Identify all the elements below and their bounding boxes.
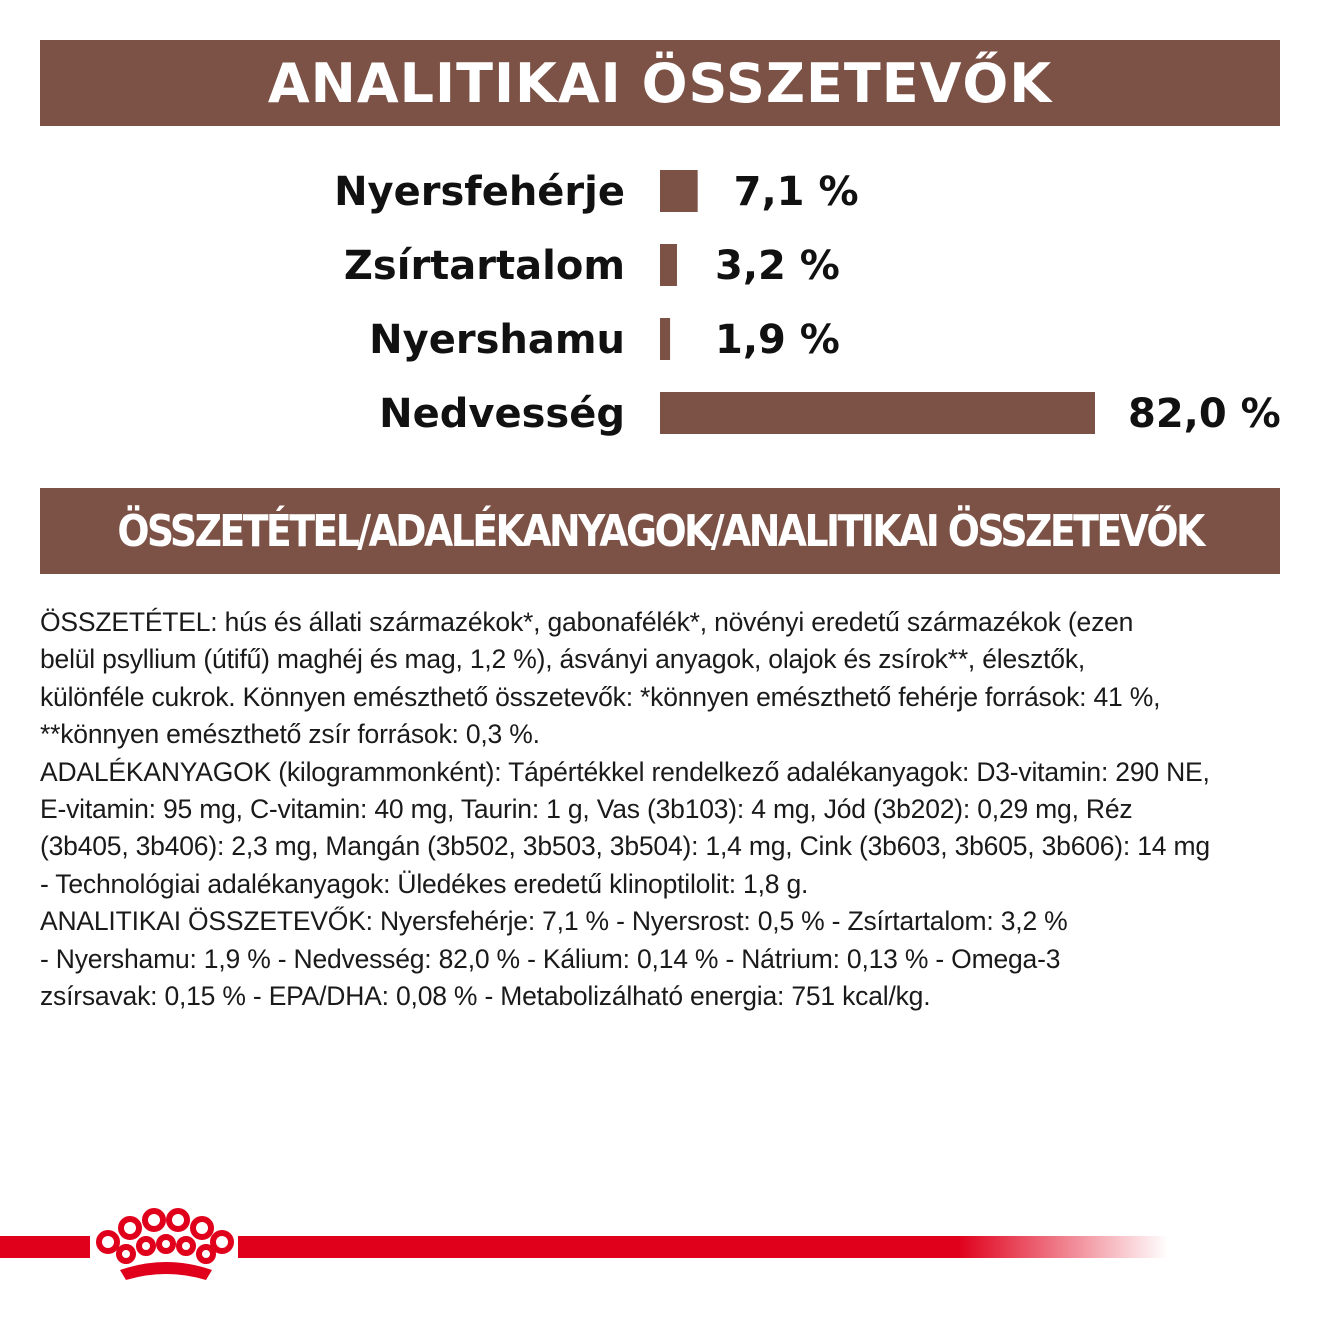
composition-line: E-vitamin: 95 mg, C-vitamin: 40 mg, Taurin: 1 g, Vas (3b103): 4 mg, Jód (3b202): 0,29 mg, Réz	[40, 794, 1133, 825]
value-label: 1,9 %	[715, 317, 840, 363]
nutrient-bar-chart	[0, 140, 1320, 460]
bar	[660, 392, 1095, 434]
composition-line: zsírsavak: 0,15 % - EPA/DHA: 0,08 % - Metabolizálható energia: 751 kcal/kg.	[40, 981, 931, 1012]
value-label: 3,2 %	[715, 243, 840, 289]
category-label: Nyershamu	[369, 317, 625, 363]
value-label: 7,1 %	[733, 169, 859, 215]
composition-text	[40, 604, 1290, 1015]
composition-line: ÖSSZETÉTEL: hús és állati származékok*, gabonafélék*, növényi eredetű származékok (ezen	[40, 607, 1134, 637]
category-label: Zsírtartalom	[343, 243, 625, 289]
category-label: Nyersfehérje	[334, 169, 625, 215]
composition-line: ADALÉKANYAGOK (kilogrammonként): Tápértékkel rendelkező adalékanyagok: D3-vitamin: 290 NE,	[40, 756, 1210, 787]
bar	[660, 170, 698, 212]
composition-line: - Nyershamu: 1,9 % - Nedvesség: 82,0 % - Kálium: 0,14 % - Nátrium: 0,13 % - Omega-3	[40, 943, 1061, 974]
composition-line: ANALITIKAI ÖSSZETEVŐK: Nyersfehérje: 7,1 % - Nyersrost: 0,5 % - Zsírtartalom: 3,2 %	[40, 906, 1068, 937]
category-label: Nedvesség	[379, 391, 625, 437]
value-label: 82,0 %	[1128, 391, 1281, 437]
section-banner	[40, 488, 1280, 574]
header-banner	[40, 40, 1280, 126]
composition-line: - Technológiai adalékanyagok: Üledékes eredetű klinoptilolit: 1,8 g.	[40, 868, 809, 899]
header-title: ANALITIKAI ÖSSZETEVŐK	[267, 51, 1053, 115]
composition-line: (3b405, 3b406): 2,3 mg, Mangán (3b502, 3b503, 3b504): 1,4 mg, Cink (3b603, 3b605, 3b606): 14 mg	[40, 831, 1210, 862]
composition-line: belül psyllium (útifű) maghéj és mag, 1,2 %), ásványi anyagok, olajok és zsírok**, élesztők,	[40, 644, 1086, 675]
composition-line: különféle cukrok. Könnyen emészthető összetevők: *könnyen emészthető fehérje források: 41 %,	[40, 681, 1161, 712]
composition-line: **könnyen emészthető zsír források: 0,3 %.	[40, 719, 540, 750]
royal-canin-crown-icon	[94, 1206, 234, 1286]
section-title: ÖSSZETÉTEL/ADALÉKANYAGOK/ANALITIKAI ÖSSZETEVŐK	[117, 505, 1203, 557]
bar	[660, 244, 677, 286]
bar	[660, 318, 670, 360]
